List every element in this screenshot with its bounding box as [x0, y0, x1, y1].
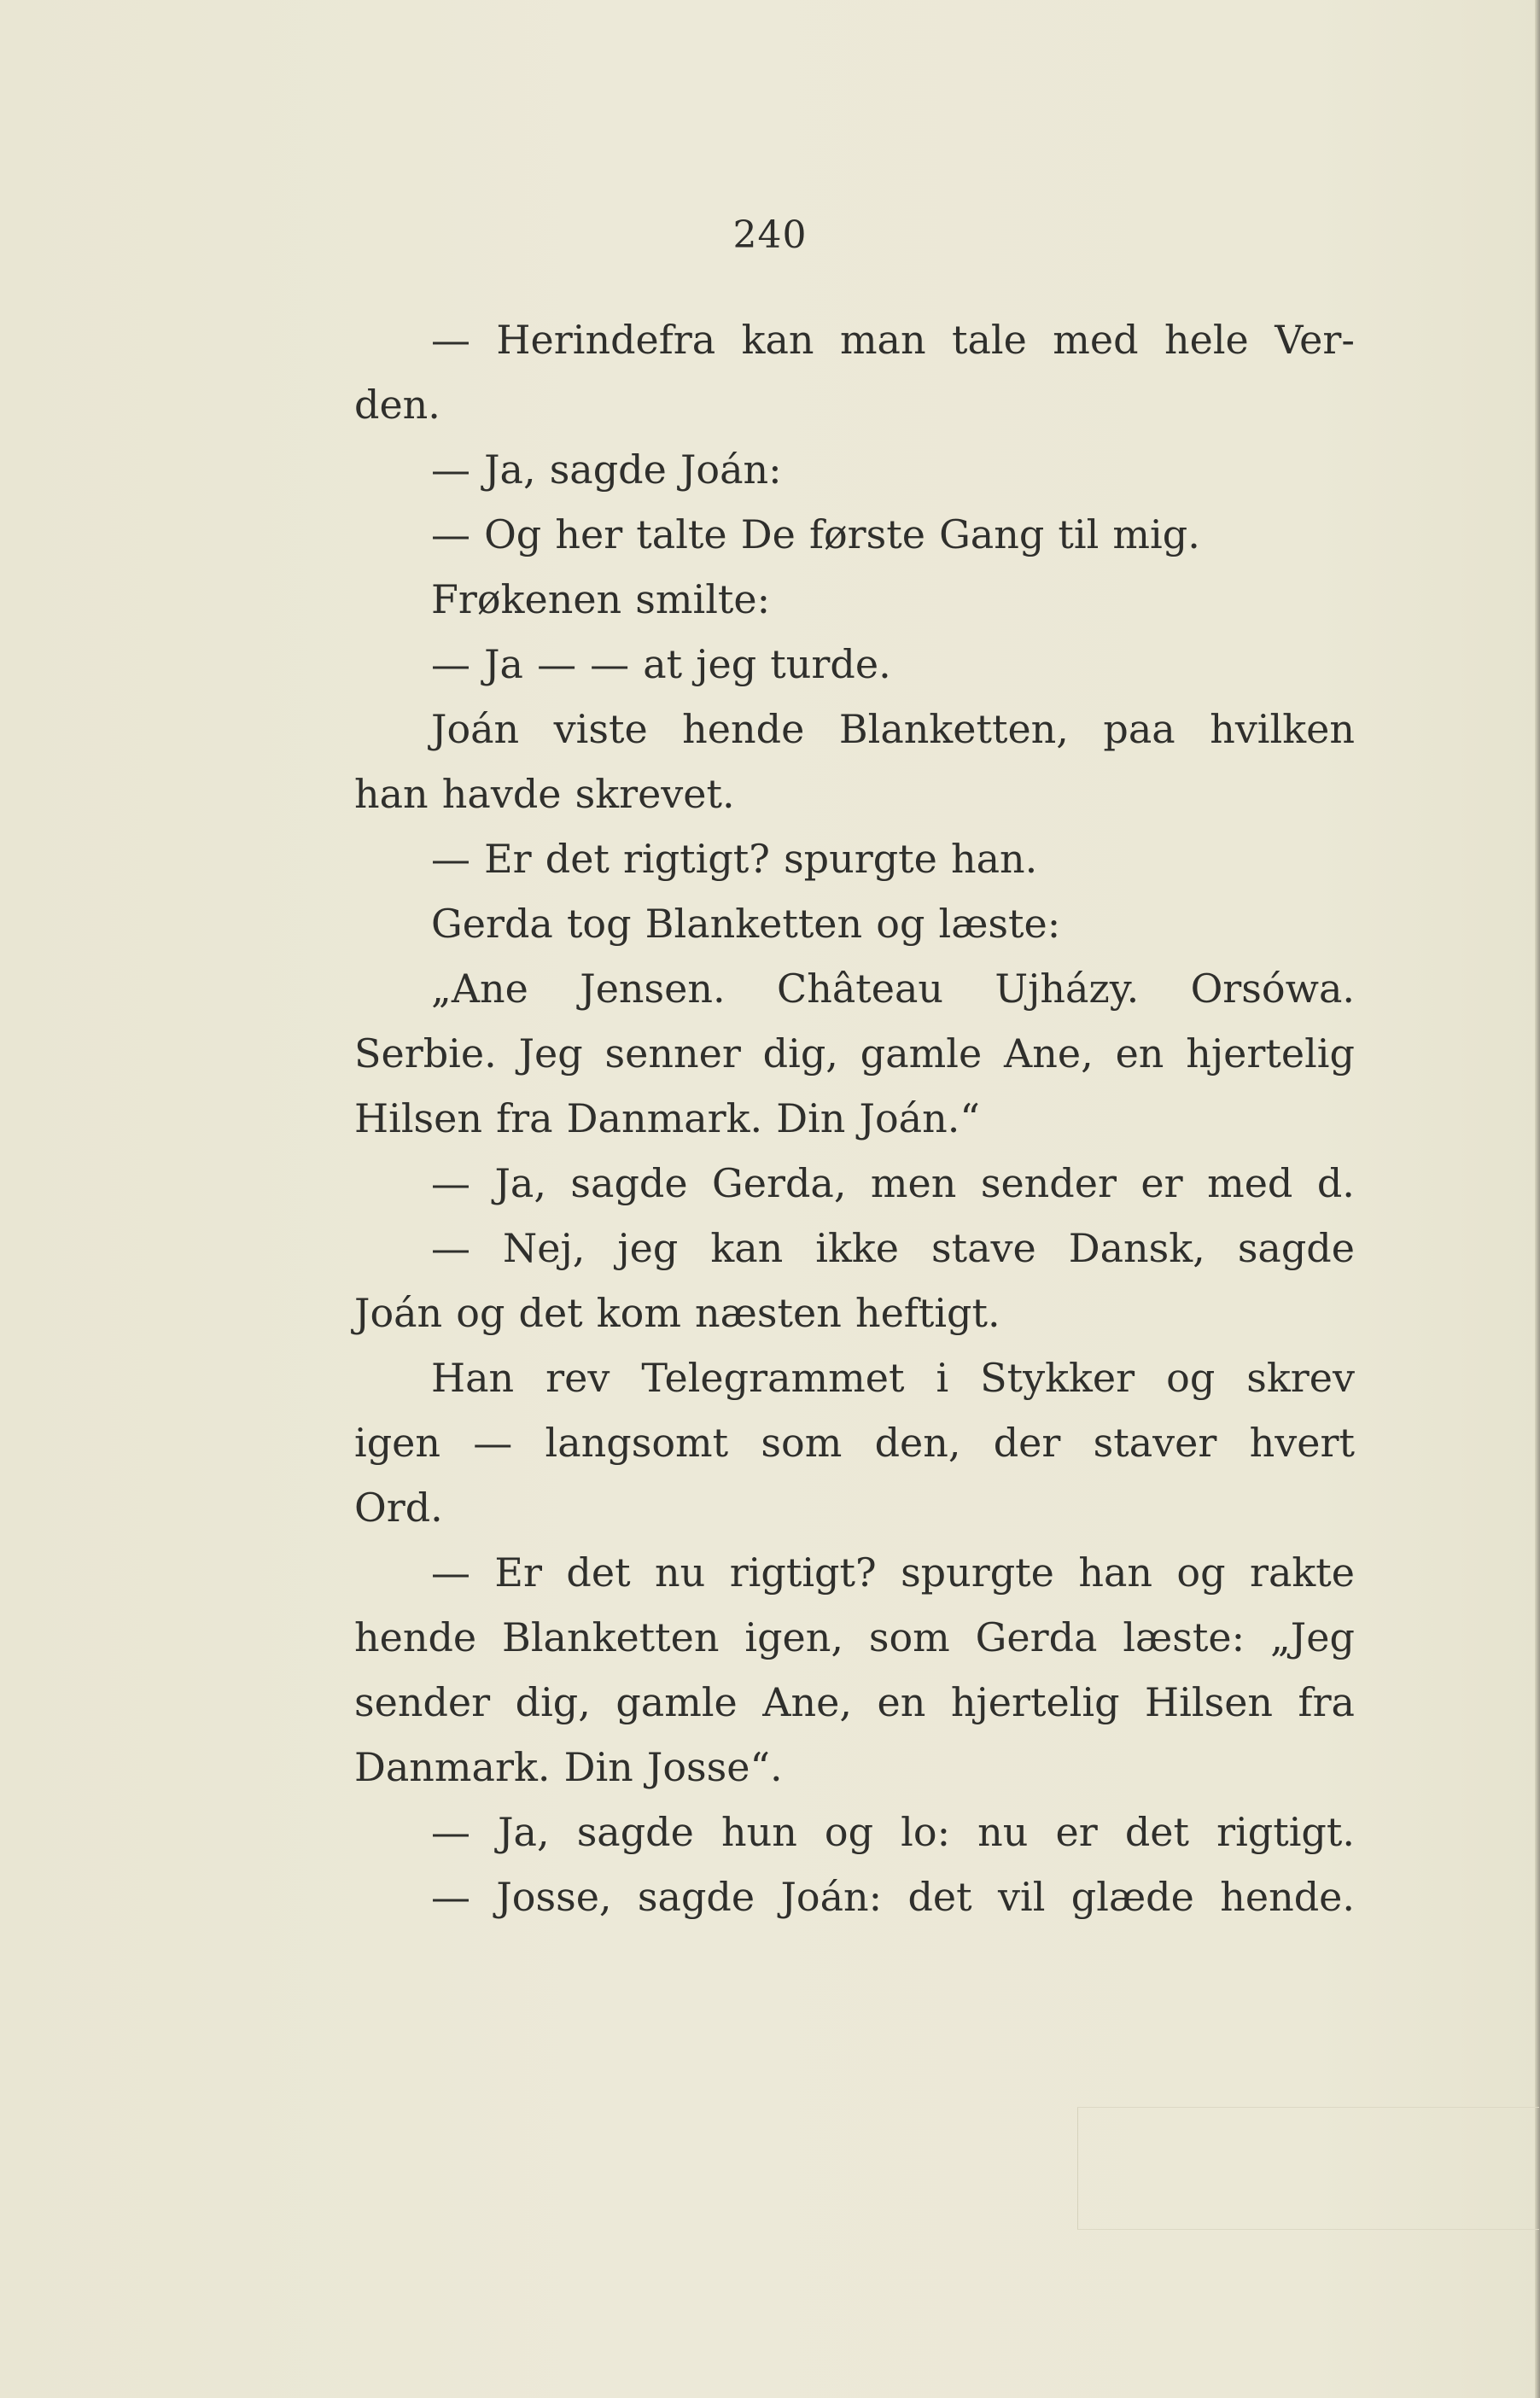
word: Gerda, [712, 1160, 847, 1206]
word: dig, [515, 1679, 591, 1725]
word: Er [484, 836, 532, 882]
word: Blanketten [645, 901, 863, 947]
word: det [545, 836, 610, 882]
word: Stykker [980, 1355, 1135, 1401]
word: med [1053, 317, 1139, 363]
word: Frøkenen [431, 576, 622, 622]
word: kan [710, 1225, 784, 1271]
word: Ja, [494, 1160, 546, 1206]
word: lo: [901, 1809, 951, 1855]
word: dig, [762, 1030, 838, 1076]
word: Serbie. [354, 1030, 497, 1076]
text-line [354, 761, 1355, 826]
word: Joán: [780, 1874, 883, 1920]
word: sagde [576, 1809, 694, 1855]
word: smilte: [635, 576, 771, 622]
text-line [354, 632, 1355, 697]
word: „Ane [431, 966, 528, 1012]
page-edge-shadow [1535, 0, 1540, 2398]
word: — [431, 836, 470, 882]
word: den, [874, 1420, 961, 1466]
word: Telegrammet [641, 1355, 905, 1401]
word: sender [354, 1679, 491, 1725]
word: igen, [744, 1614, 843, 1660]
word: Ja, [498, 1809, 550, 1855]
word: en [1115, 1030, 1164, 1076]
word: skrevet. [575, 771, 735, 817]
word: fra [1298, 1679, 1355, 1725]
word: „Jeg [1269, 1614, 1355, 1660]
word: Ane, [1004, 1030, 1094, 1076]
text-line [354, 1281, 1355, 1345]
word: men [870, 1160, 957, 1206]
word: skrev [1246, 1355, 1355, 1401]
word: som [761, 1420, 843, 1466]
word: det [1124, 1809, 1189, 1855]
word: Hilsen [354, 1095, 482, 1141]
word: viste [553, 706, 648, 752]
word: kom [596, 1290, 681, 1336]
word: spurgte [784, 836, 937, 882]
word: man [839, 317, 926, 363]
word: Danmark. [566, 1095, 763, 1141]
word: talte [636, 511, 727, 557]
word: Joán [354, 1290, 443, 1336]
word: og [456, 1290, 505, 1336]
word: Herindefra [496, 317, 716, 363]
word: Og [484, 511, 542, 557]
word: Château [777, 966, 944, 1012]
word: som [868, 1614, 950, 1660]
word: hvilken [1210, 706, 1355, 752]
word: han [354, 771, 429, 817]
text-line [354, 1670, 1355, 1735]
word: sagde [1237, 1225, 1355, 1271]
word: nu [977, 1809, 1029, 1855]
word: Han [431, 1355, 515, 1401]
word: Hilsen [1145, 1679, 1274, 1725]
word: staver [1093, 1420, 1217, 1466]
word: Jensen. [580, 966, 726, 1012]
word: langsomt [545, 1420, 729, 1466]
word: Ujházy. [995, 966, 1140, 1012]
word: heftigt. [855, 1290, 1000, 1336]
word: Gerda [431, 901, 553, 947]
word: glæde [1070, 1874, 1194, 1920]
word: hende [682, 706, 805, 752]
word: er [1055, 1809, 1098, 1855]
word: læste: [938, 901, 1061, 947]
text-line [354, 1735, 1355, 1800]
text-line [354, 1605, 1355, 1670]
word: rigtigt? [729, 1549, 877, 1596]
word: gamle [615, 1679, 738, 1725]
word: — [590, 641, 630, 687]
word: turde. [770, 641, 891, 687]
word: — [431, 1160, 470, 1206]
word: sagde [549, 446, 667, 493]
word: Din [776, 1095, 846, 1141]
word: Joán [431, 706, 520, 752]
word: hende [354, 1614, 477, 1660]
text-line [354, 826, 1355, 891]
word: jeg [696, 641, 757, 687]
word: jeg [617, 1225, 679, 1271]
word: tog [566, 901, 632, 947]
word: Josse, [496, 1874, 612, 1920]
word: paa [1103, 706, 1175, 752]
word: første [808, 511, 925, 557]
word: mig. [1112, 511, 1200, 557]
word: med [1207, 1160, 1293, 1206]
word: senner [604, 1030, 741, 1076]
word: rigtigt. [1216, 1809, 1355, 1855]
word: Joán.“ [859, 1095, 980, 1141]
text-line [354, 1800, 1355, 1864]
word: d. [1316, 1160, 1355, 1206]
word: De [740, 511, 796, 557]
word: spurgte [901, 1549, 1054, 1596]
word: — [473, 1420, 513, 1466]
word: og [824, 1809, 874, 1855]
text-line [354, 437, 1355, 502]
word: og [1176, 1549, 1226, 1596]
word: Er [494, 1549, 542, 1596]
word: hele [1164, 317, 1249, 363]
word: hjertelig [950, 1679, 1120, 1725]
word: er [1140, 1160, 1183, 1206]
text-line [354, 956, 1355, 1021]
word: den. [354, 382, 440, 428]
word: sagde [637, 1874, 755, 1920]
word: rev [545, 1355, 610, 1401]
text-line [354, 502, 1355, 567]
word: — [431, 641, 470, 687]
word: Ver- [1275, 317, 1355, 363]
word: Dansk, [1068, 1225, 1205, 1271]
text-line [354, 1021, 1355, 1086]
text-line [354, 1410, 1355, 1475]
word: Joán: [680, 446, 782, 493]
word: — [431, 1225, 470, 1271]
word: Gang [939, 511, 1045, 557]
word: tale [952, 317, 1027, 363]
word: — [431, 511, 470, 557]
word: — [431, 1809, 470, 1855]
text-line [354, 307, 1355, 372]
word: Blanketten [502, 1614, 720, 1660]
text-line [354, 1086, 1355, 1151]
word: og [1166, 1355, 1216, 1401]
word: det [907, 1874, 972, 1920]
word: Gerda [975, 1614, 1098, 1660]
word: det [518, 1290, 583, 1336]
word: hvert [1249, 1420, 1355, 1466]
word: stave [931, 1225, 1036, 1271]
text-line [354, 891, 1355, 956]
word: hun [720, 1809, 797, 1855]
word: Blanketten, [838, 706, 1069, 752]
word: — [537, 641, 577, 687]
word: læste: [1123, 1614, 1245, 1660]
word: fra [496, 1095, 553, 1141]
page-number: 240 [732, 213, 808, 257]
word: — [431, 446, 470, 493]
word: — [431, 1549, 470, 1596]
text-line [354, 372, 1355, 437]
text-line [354, 697, 1355, 761]
scan-corner-mark [1077, 2107, 1539, 2230]
text-line [354, 567, 1355, 632]
text-line [354, 1540, 1355, 1605]
word: ikke [815, 1225, 899, 1271]
word: Orsówa. [1190, 966, 1355, 1012]
word: rakte [1249, 1549, 1355, 1596]
text-line [354, 1216, 1355, 1281]
word: en [877, 1679, 926, 1725]
word: der [993, 1420, 1061, 1466]
word: næsten [695, 1290, 842, 1336]
word: igen [354, 1420, 441, 1466]
word: Nej, [503, 1225, 586, 1271]
word: — [431, 317, 470, 363]
word: og [876, 901, 925, 947]
text-line [354, 1475, 1355, 1540]
word: at [643, 641, 683, 687]
word: Din [563, 1744, 633, 1790]
word: Danmark. [354, 1744, 551, 1790]
text-line [354, 1151, 1355, 1216]
word: her [555, 511, 623, 557]
word: nu [655, 1549, 706, 1596]
text-line [354, 1345, 1355, 1410]
word: gamle [860, 1030, 983, 1076]
word: havde [441, 771, 562, 817]
text-line [354, 1864, 1355, 1929]
word: han. [950, 836, 1038, 882]
word: hjertelig [1186, 1030, 1355, 1076]
body-text [354, 307, 1355, 1929]
word: Ane, [762, 1679, 852, 1725]
word: vil [998, 1874, 1046, 1920]
word: Ja [484, 641, 523, 687]
word: det [566, 1549, 631, 1596]
word: — [431, 1874, 470, 1920]
word: hende. [1220, 1874, 1355, 1920]
word: sender [980, 1160, 1117, 1206]
word: Ja, [484, 446, 536, 493]
word: Josse“. [646, 1744, 783, 1790]
word: i [936, 1355, 949, 1401]
word: sagde [570, 1160, 688, 1206]
word: til [1058, 511, 1100, 557]
word: Ord. [354, 1485, 443, 1531]
word: rigtigt? [623, 836, 770, 882]
word: Jeg [518, 1030, 583, 1076]
word: han [1078, 1549, 1152, 1596]
word: kan [741, 317, 814, 363]
